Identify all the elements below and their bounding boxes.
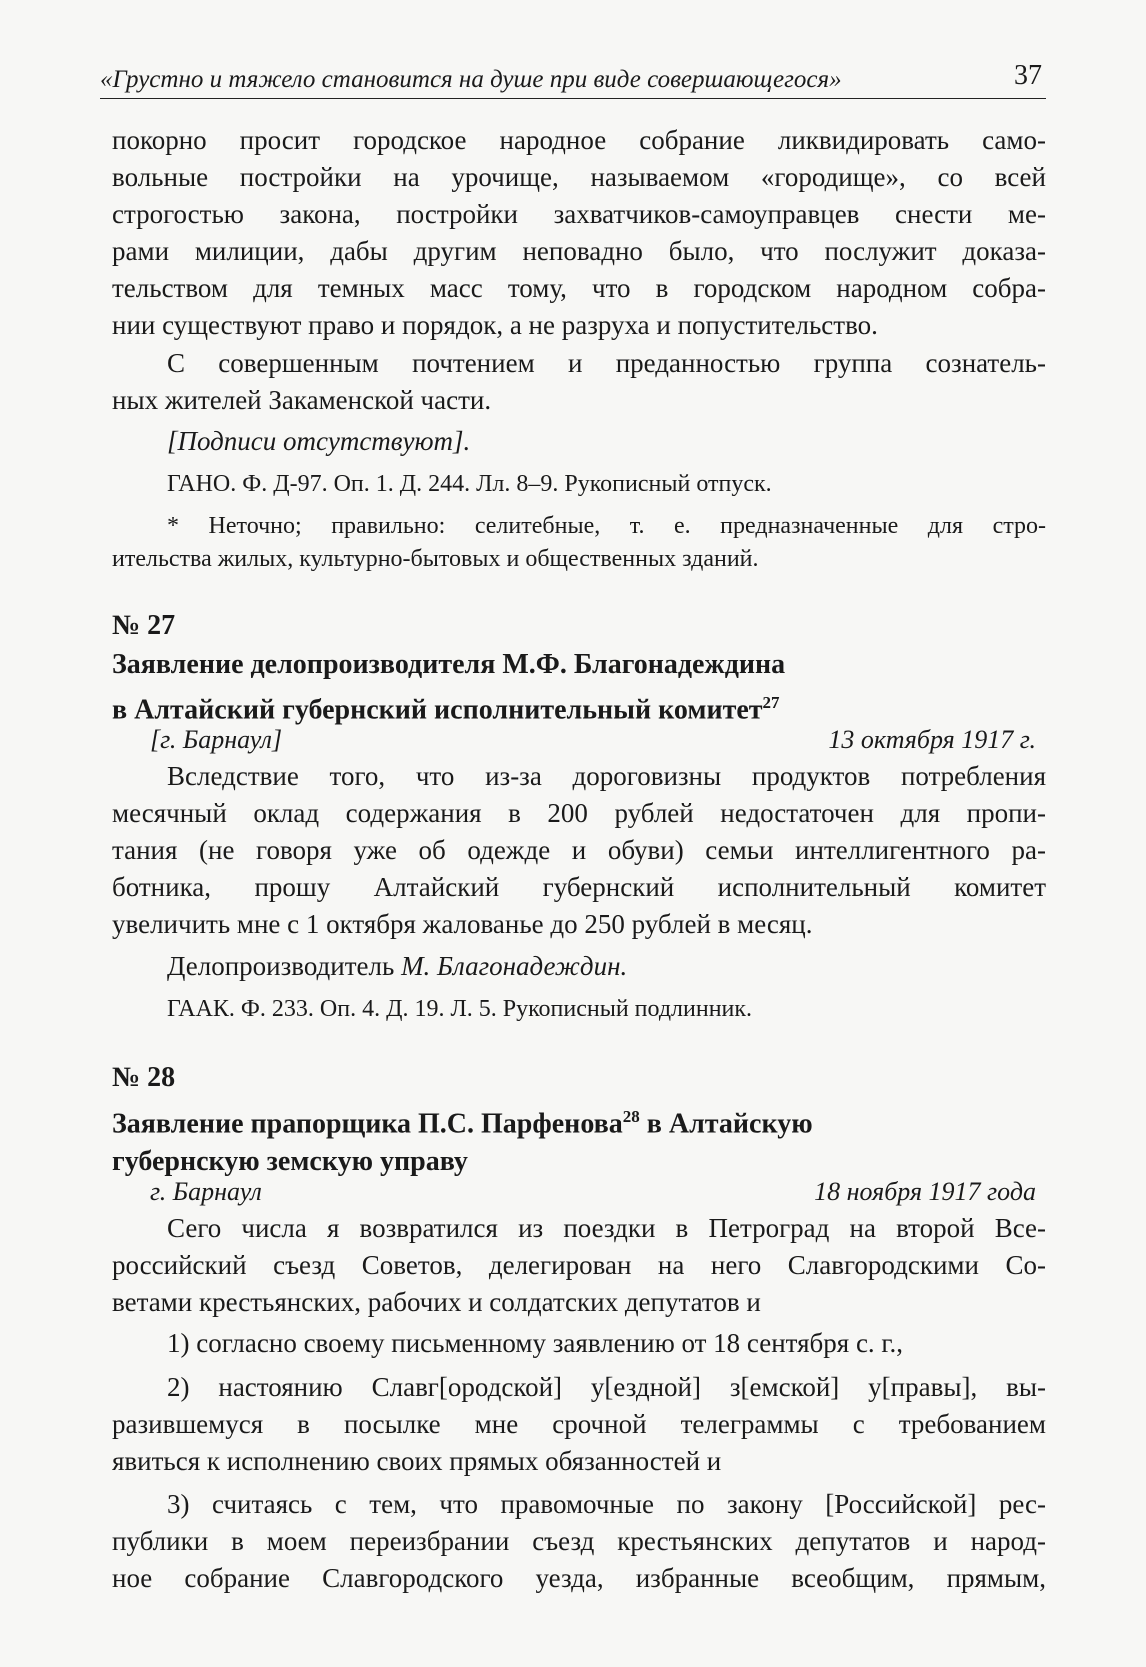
text-line: ное собрание Славгородского уезда, избранные всеобщим, прямым, — [112, 1563, 1046, 1593]
page-number: 37 — [1014, 60, 1042, 91]
text-line: месячный оклад содержания в 200 рублей недостаточен для пропи- — [112, 798, 1046, 828]
footnote-line: * Неточно; правильно: селитебные, т. е. предназначенные для стро- — [167, 513, 1046, 539]
page-header — [100, 58, 1046, 99]
text-line: явиться к исполнению своих прямых обязанностей и — [112, 1446, 722, 1476]
running-title: «Грустно и тяжело становится на душе при виде совершающегося» — [100, 66, 842, 93]
doc27-title — [112, 646, 1012, 729]
text-line: тельством для темных масс тому, что в городском народном собра- — [112, 273, 1046, 303]
text-line: ных жителей Закаменской части. — [112, 385, 492, 415]
doc28-item-1 — [112, 1325, 1046, 1362]
archive-reference: ГААК. Ф. 233. Оп. 4. Д. 19. Л. 5. Рукописный подлинник. — [167, 996, 753, 1022]
doc27-archive-ref — [112, 993, 1046, 1026]
text-line: 2) настоянию Славг[ородской] у[ездной] з[емской] у[правы], вы- — [167, 1372, 1046, 1402]
text-line: Сего числа я возвратился из поездки в Петроград на второй Все- — [167, 1213, 1046, 1243]
text-line: 1) согласно своему письменному заявлению от 18 сентября с. г., — [167, 1328, 903, 1358]
text-line: разившемуся в посылке мне срочной телеграммы с требованием — [112, 1409, 1046, 1439]
doc26-paragraph-2 — [112, 345, 1046, 419]
text-line: рами милиции, дабы другим неповадно было, что послужит доказа- — [112, 236, 1046, 266]
doc28-title-line-1: Заявление прапорщика П.С. Парфенова$^{28}$ в Алтайскую — [112, 1107, 813, 1140]
text-line: покорно просит городское народное собрание ликвидировать само- — [112, 125, 1046, 155]
footnote-ref: 27 — [762, 693, 780, 712]
signature-role: Делопроизводитель — [167, 951, 395, 981]
doc28-number: № 28 — [112, 1062, 176, 1093]
doc28-title — [112, 1098, 1012, 1181]
doc27-number: № 27 — [112, 610, 176, 641]
text-line: вольные постройки на урочище, называемом «городище», со всей — [112, 162, 1046, 192]
doc26-archive-ref — [112, 468, 1046, 501]
doc27-place: [г. Барнаул] — [150, 725, 283, 754]
doc28-item-2 — [112, 1369, 1046, 1480]
text-line: Вследствие того, что из-за дороговизны продуктов потребления — [167, 761, 1046, 791]
doc26-paragraph-1 — [112, 122, 1046, 344]
text-line: 3) считаясь с тем, что правомочные по закону [Российской] рес- — [167, 1489, 1046, 1519]
doc27-place-date — [150, 725, 1046, 759]
signature-line — [112, 948, 1046, 985]
archive-reference: ГАНО. Ф. Д-97. Оп. 1. Д. 244. Лл. 8–9. Рукописный отпуск. — [167, 471, 772, 497]
doc28-place-date — [150, 1177, 1046, 1211]
text-line: тания (не говоря уже об одежде и обуви) семьи интеллигентного ра- — [112, 835, 1046, 865]
text-line: ботника, прошу Алтайский губернский исполнительный комитет — [112, 872, 1046, 902]
text-line: ветами крестьянских, рабочих и солдатских депутатов и — [112, 1287, 761, 1317]
doc28-item-3 — [112, 1486, 1046, 1597]
doc26-signatures — [112, 423, 1046, 460]
signatures-note: [Подписи отсутствуют]. — [167, 426, 471, 456]
signature-name: М. Благонадеждин. — [401, 951, 628, 981]
text-line: увеличить мне с 1 октября жалованье до 250 рублей в месяц. — [112, 909, 813, 939]
doc27-title-line-1: Заявление делопроизводителя М.Ф. Благонадеждина — [112, 649, 786, 680]
doc27-title-line-2: в Алтайский губернский исполнительный комитет$^{27}$ — [112, 693, 780, 726]
doc28-date: 18 ноября 1917 года — [814, 1177, 1036, 1206]
footnote-line: ительства жилых, культурно-бытовых и общественных зданий. — [112, 546, 759, 572]
doc27-signature — [112, 948, 1046, 985]
text-line: нии существуют право и порядок, а не разруха и попустительство. — [112, 310, 878, 340]
doc27-date: 13 октября 1917 г. — [828, 725, 1036, 754]
doc27-body — [112, 758, 1046, 943]
footnote-ref: 28 — [622, 1107, 640, 1126]
text-line: российский съезд Советов, делегирован на него Славгородскими Со- — [112, 1250, 1046, 1280]
doc28-paragraph-1 — [112, 1210, 1046, 1321]
text-line: публики в моем переизбрании съезд крестьянских депутатов и народ- — [112, 1526, 1046, 1556]
doc28-place: г. Барнаул — [150, 1177, 262, 1206]
doc28-title-line-2: губернскую земскую управу — [112, 1146, 468, 1178]
doc26-footnote — [112, 510, 1046, 576]
text-line: С совершенным почтением и преданностью группа сознатель- — [167, 348, 1046, 378]
text-line: строгостью закона, постройки захватчиков-самоуправцев снести ме- — [112, 199, 1046, 229]
